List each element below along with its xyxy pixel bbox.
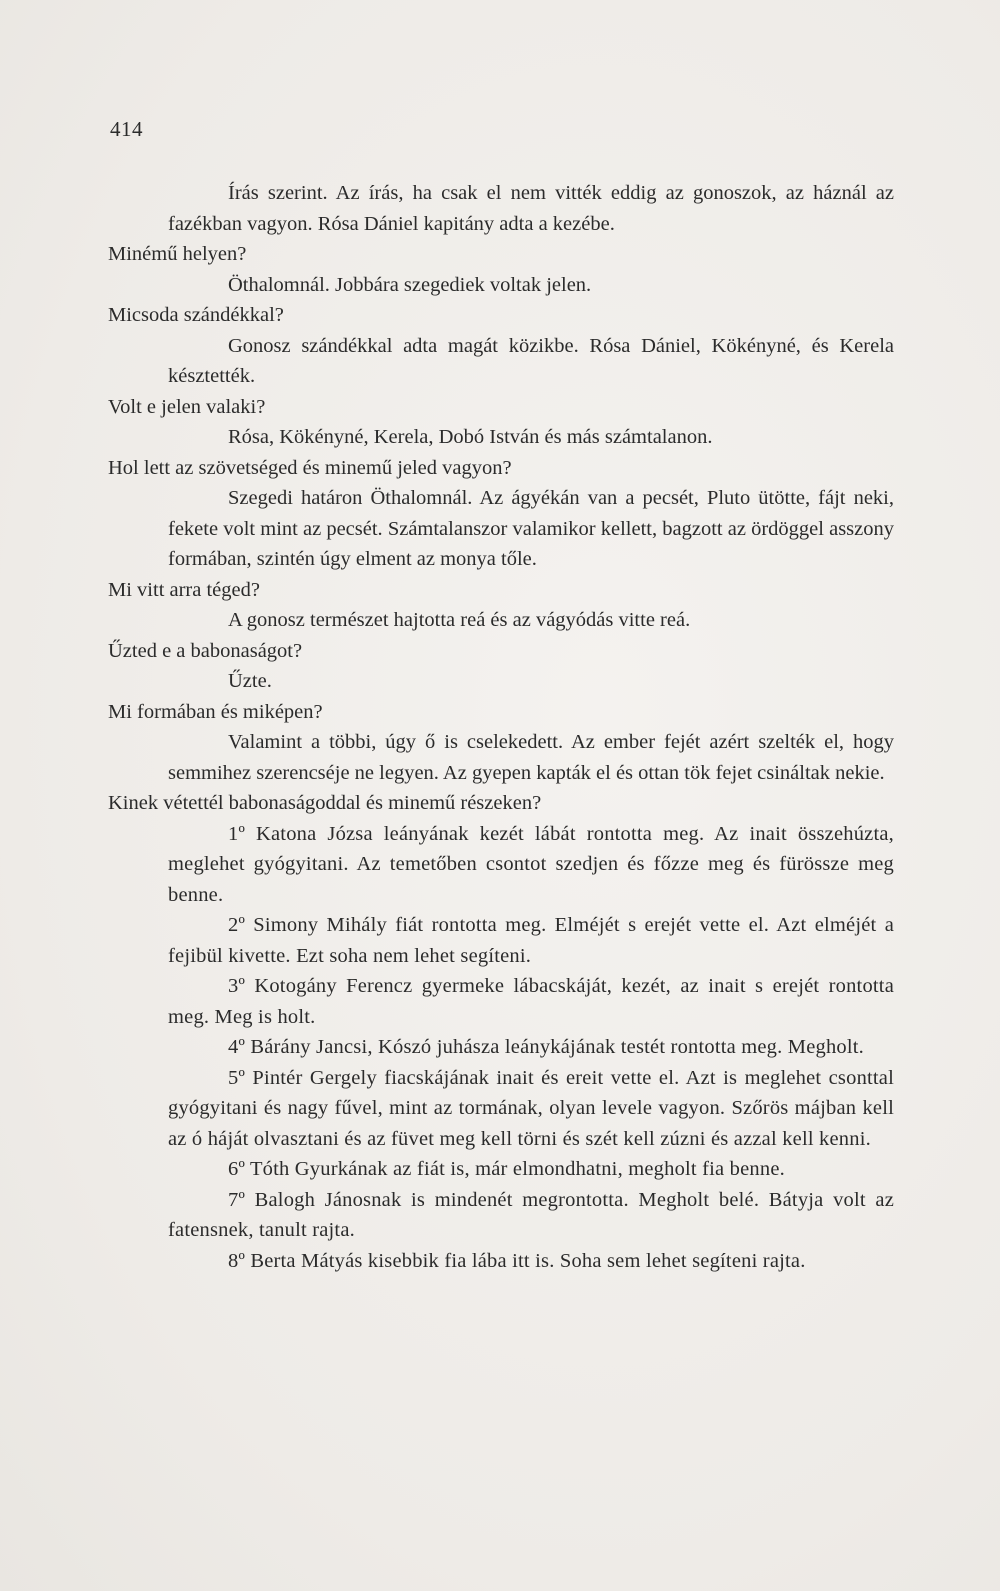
numbered-item-3: 3º Kotogány Ferencz gyermeke lábacskáját, kezét, az inait s erejét rontotta meg. Meg is holt. [168, 975, 894, 1028]
question-paragraph: Minémű helyen? [108, 243, 247, 265]
question-paragraph: Mi formában és miképen? [108, 700, 323, 723]
question-paragraph: Volt e jelen valaki? [108, 395, 266, 418]
answer-paragraph: Írás szerint. Az írás, ha csak el nem vitték eddig az gonoszok, az háznál az fazékban vagyon. Rósa Dániel kapitány adta a kezébe. [168, 182, 894, 235]
numbered-item-1: 1º Katona Józsa leányának kezét lábát rontotta meg. Az inait összehúzta, meglehet gyógyitani. Az temetőben csontot szedjen és főzze meg és fürössze meg benne. [168, 822, 894, 906]
numbered-item-5: 5º Pintér Gergely fiacskájának inait és ereit vette el. Azt is meglehet csonttal gyógyitani és nagy fűvel, mint az tormának, olyan levele vagyon. Szőrös májban kell az ó háját olvasztani és az füvet meg kell törni és szét kell zúzni és azzal kell kenni. [168, 1066, 894, 1150]
answer-paragraph: Gonosz szándékkal adta magát közikbe. Rósa Dániel, Kökényné, és Kerela késztették. [168, 334, 894, 387]
numbered-item-6: 6º Tóth Gyurkának az fiát is, már elmondhatni, megholt fia benne. [228, 1158, 785, 1180]
answer-paragraph: A gonosz természet hajtotta reá és az vágyódás vitte reá. [228, 609, 691, 631]
page-number: 414 [110, 117, 143, 141]
answer-paragraph: Űzte. [228, 670, 272, 692]
numbered-item-2: 2º Simony Mihály fiát rontotta meg. Elméjét s erejét vette el. Azt elméjét a fejibül kivette. Ezt soha nem lehet segíteni. [168, 914, 894, 967]
numbered-item-4: 4º Bárány Jancsi, Kószó juhásza leánykájának testét rontotta meg. Megholt. [228, 1036, 864, 1058]
numbered-item-7: 7º Balogh Jánosnak is mindenét megrontotta. Megholt belé. Bátyja volt az fatensnek, tanult rajta. [168, 1188, 894, 1241]
question-paragraph: Űzted e a babonaságot? [108, 639, 303, 662]
question-paragraph: Micsoda szándékkal? [108, 304, 284, 326]
answer-paragraph: Szegedi határon Öthalomnál. Az ágyékán van a pecsét, Pluto ütötte, fájt neki, fekete volt mint az pecsét. Számtalanszor valamikor kellett, bagzott az ördöggel asszony formában, szintén úgy elment az monya tőle. [168, 487, 894, 570]
body-text [108, 178, 894, 1276]
question-paragraph: Kinek vétettél babonaságoddal és minemű részeken? [108, 792, 542, 814]
question-paragraph: Mi vitt arra téged? [108, 578, 260, 601]
answer-paragraph: Rósa, Kökényné, Kerela, Dobó István és más számtalanon. [228, 426, 713, 448]
question-paragraph: Hol lett az szövetséged és minemű jeled vagyon? [108, 456, 512, 479]
answer-paragraph: Valamint a többi, úgy ő is cselekedett. Az ember fejét azért szelték el, hogy semmihez szerencséje ne legyen. Az gyepen kapták el és ottan tök fejet csináltak nekie. [168, 731, 894, 784]
answer-paragraph: Öthalomnál. Jobbára szegediek voltak jelen. [228, 273, 592, 296]
numbered-item-8: 8º Berta Mátyás kisebbik fia lába itt is. Soha sem lehet segíteni rajta. [228, 1249, 806, 1272]
